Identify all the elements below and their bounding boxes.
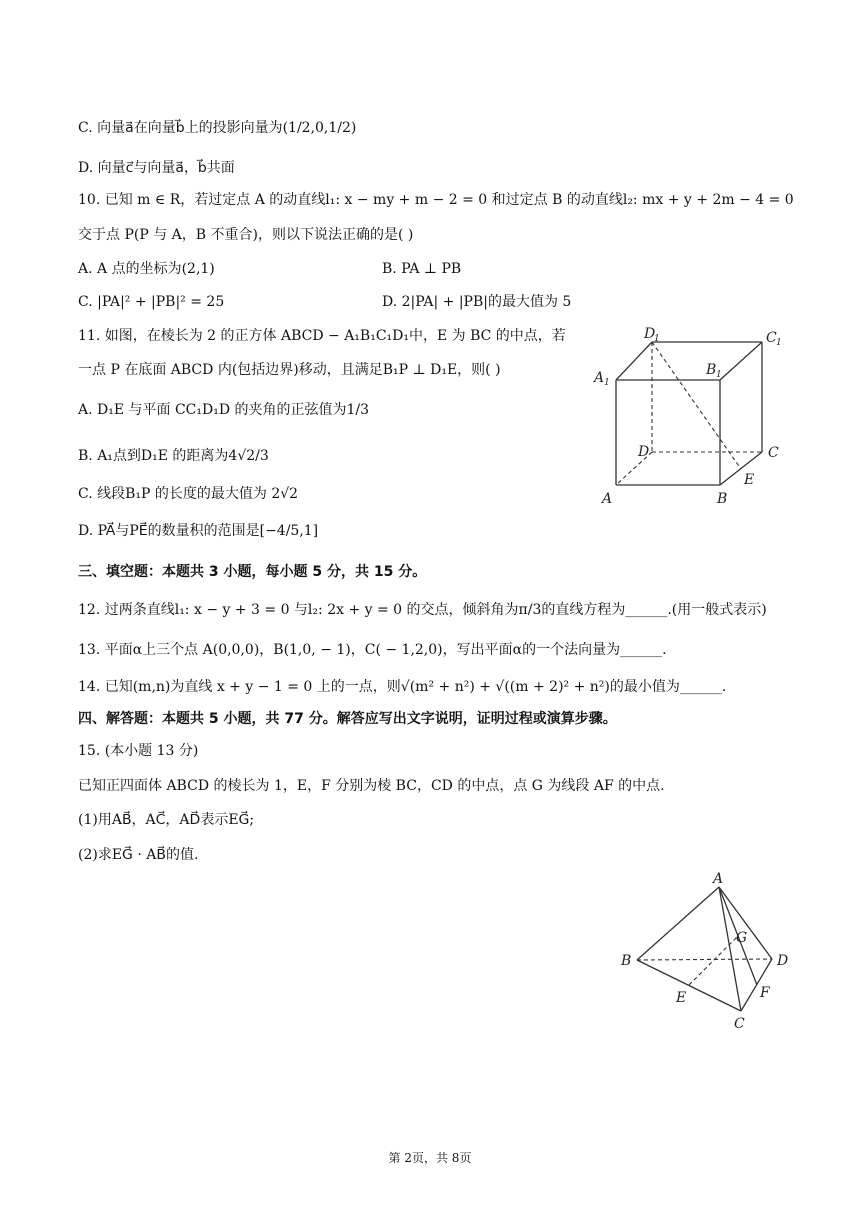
tetra-label-c: C	[734, 1016, 745, 1032]
tetra-label-a: A	[713, 871, 724, 887]
tetra-label-b: B	[621, 953, 632, 969]
cube-figure	[590, 320, 810, 510]
q11-option-d: D. PA⃗与PE⃗的数量积的范围是[−4/5,1]	[78, 523, 319, 539]
q15-part-1: (1)用AB⃗，AC⃗，AD⃗表示EG⃗;	[78, 812, 255, 828]
cube-sub-d1: 1	[654, 334, 660, 344]
tetra-label-e: E	[676, 990, 687, 1006]
q12-text: 12. 过两条直线l₁: x − y + 3 = 0 与l₂: 2x + y = 0 的交点，倾斜角为π/3的直线方程为______.(用一般式表示)	[78, 602, 767, 618]
q9-option-d: D. 向量c⃗与向量a⃗，b⃗共面	[78, 160, 235, 176]
cube-label-b: B	[717, 491, 728, 507]
q10-stem-line1: 10. 已知 m ∈ R，若过定点 A 的动直线l₁: x − my + m − 2 = 0 和过定点 B 的动直线l₂: mx + y + 2m − 4 = 0	[78, 192, 794, 208]
q15-stem: 已知正四面体 ABCD 的棱长为 1，E，F 分别为棱 BC，CD 的中点，点 G 为线段 AF 的中点.	[78, 778, 665, 794]
q15-header: 15. (本小题 13 分)	[78, 743, 199, 759]
q11-stem-line2: 一点 P 在底面 ABCD 内(包括边界)移动，且满足B₁P ⊥ D₁E，则( )	[78, 362, 501, 378]
cube-label-d1: D	[644, 326, 656, 342]
cube-label-b1: B	[706, 362, 717, 378]
q15-part-2: (2)求EG⃗ · AB⃗的值.	[78, 847, 199, 863]
section-3-heading: 三、填空题：本题共 3 小题，每小题 5 分，共 15 分。	[78, 564, 427, 580]
cube-sub-b1: 1	[716, 370, 722, 380]
q10-option-d: D. 2|PA| + |PB|的最大值为 5	[382, 294, 572, 310]
q11-option-b: B. A₁点到D₁E 的距离为4√2/3	[78, 448, 269, 464]
cube-label-d: D	[638, 444, 650, 460]
cube-label-c: C	[768, 445, 779, 461]
cube-label-a: A	[602, 491, 613, 507]
page-footer: 第 2页，共 8页	[388, 1151, 472, 1165]
q11-stem-line1: 11. 如图，在棱长为 2 的正方体 ABCD − A₁B₁C₁D₁中，E 为 BC 的中点，若	[78, 328, 566, 344]
cube-label-c1: C	[766, 330, 777, 346]
tetra-label-g: G	[736, 930, 748, 946]
tetra-label-d: D	[777, 953, 789, 969]
tetrahedron-figure	[615, 870, 805, 1035]
cube-label-e: E	[744, 472, 755, 488]
cube-label-a1: A	[594, 370, 605, 386]
q10-stem-line2: 交于点 P(P 与 A，B 不重合)，则以下说法正确的是( )	[78, 227, 414, 243]
q9-option-c: C. 向量a⃗在向量b⃗上的投影向量为(1/2,0,1/2)	[78, 120, 357, 136]
q11-option-c: C. 线段B₁P 的长度的最大值为 2√2	[78, 486, 299, 502]
q10-option-b: B. PA ⊥ PB	[382, 261, 462, 277]
section-4-heading: 四、解答题：本题共 5 小题，共 77 分。解答应写出文字说明，证明过程或演算步骤。	[78, 711, 617, 727]
q11-option-a: A. D₁E 与平面 CC₁D₁D 的夹角的正弦值为1/3	[78, 402, 370, 418]
cube-sub-a1: 1	[604, 378, 610, 388]
tetra-label-f: F	[760, 985, 770, 1001]
q13-text: 13. 平面α上三个点 A(0,0,0)，B(1,0, − 1)，C( − 1,2,0)，写出平面α的一个法向量为______.	[78, 642, 667, 658]
q10-option-a: A. A 点的坐标为(2,1)	[78, 261, 215, 277]
q14-text: 14. 已知(m,n)为直线 x + y − 1 = 0 上的一点，则√(m² + n²) + √((m + 2)² + n²)的最小值为______.	[78, 679, 727, 695]
cube-sub-c1: 1	[776, 338, 782, 348]
q10-option-c: C. |PA|² + |PB|² = 25	[78, 294, 225, 310]
